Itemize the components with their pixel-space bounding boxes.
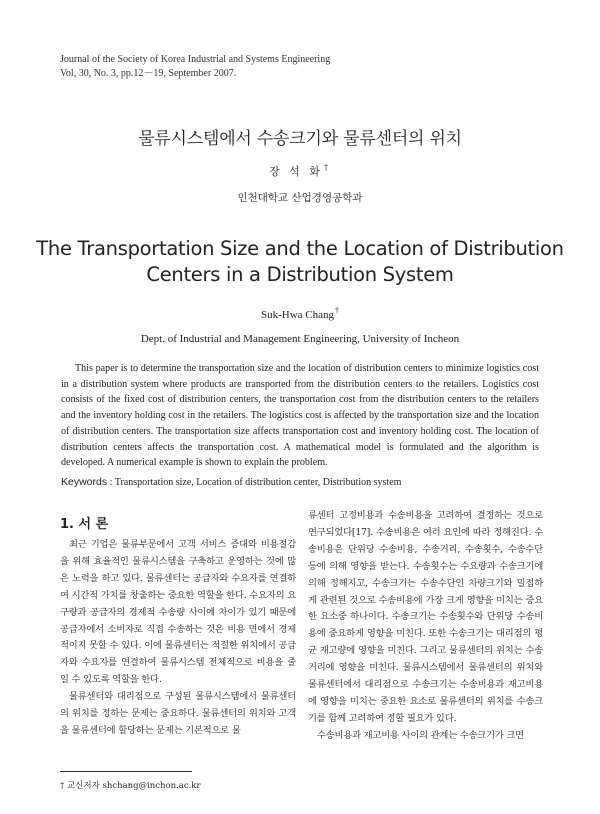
- english-title-line1: The Transportation Size and the Location of Distribution: [36, 237, 564, 260]
- english-author-mark: †: [335, 306, 340, 315]
- english-title: [0, 236, 600, 288]
- section-heading: [60, 513, 108, 532]
- body-paragraph: 류센터 고정비용과 수송비용을 고려하여 결정하는 것으로 연구되었다[17]. 수송비용은 여러 요인에 따라 정해진다. 수송비용은 단위당 수송비용, 수송거리, 수송횟수, 수송수단 등에 의해 영향을 받는다. 수송횟수는 수요량과 수송크기에 의해 정해지고, 수송크기는 수송수단인 차량크기와 밀접하게 관련된 것으로 수송비용에 가장 크게 영향을 미치는 중요한 요소중 하나이다. 수송크기는 수송횟수와 단위당 수송비용에 중요하게 영향을 미친다. 또한 수송크기는 대리점의 평균 재고량에 영향을 미친다. 그리고 물류센터의 위치는 수송거리에 영향을 미친다. 물류시스템에서 물류센터의 위치와 물류센터에서 대리점으로 수송크기는 수송비용과 재고비용에 영향을 미치는 중요한 요소로 물류센터의 위치를 수송크기를 함께 고려하여 정할 필요가 있다.: [308, 510, 543, 724]
- footnote-divider: [60, 771, 192, 772]
- korean-author-mark: †: [323, 163, 331, 172]
- keywords-label: Keywords: [61, 476, 108, 488]
- abstract: This paper is to determine the transportation size and the location of distribution centers to minimize logistics cost in a distribution system where products are transported from the distribution centers to the retailers. Logistics cost consists of the fixed cost of distribution centers, the transportation cost from the distribution centers to the retailers and the inventory holding cost in the retailers. The logistics cost is affected by the transportation size and the location of distribution centers. The transportation size affects transportation cost and inventory holding cost. The location of distribution centers affects the transportation cost. A mathematical model is formulated and the algorithm is developed. A numerical example is shown to explain the problem.: [61, 363, 539, 469]
- section-title: 서 론: [78, 517, 109, 532]
- keywords-value: Transportation size, Location of distribution center, Distribution system: [114, 477, 402, 488]
- keywords: [61, 476, 539, 488]
- body-column-right: [308, 508, 543, 745]
- english-title-line2: Centers in a Distribution System: [146, 263, 454, 286]
- english-author: [0, 306, 600, 321]
- body-column-left: [60, 537, 296, 740]
- journal-name: Journal of the Society of Korea Industrial and Systems Engineering: [60, 54, 331, 65]
- korean-title: 물류시스템에서 수송크기와 물류센터의 위치: [138, 129, 462, 149]
- korean-author-name: 장 석 화: [269, 165, 323, 178]
- english-affiliation: Dept. of Industrial and Management Engineering, University of Incheon: [140, 333, 460, 345]
- korean-affiliation: 인천대학교 산업경영공학과: [237, 192, 363, 204]
- keywords-separator: :: [107, 477, 115, 488]
- body-paragraph: 물류센터와 대리점으로 구성된 물류시스템에서 물류센터의 위치를 정하는 문제는 중요하다. 물류센터의 위치와 고객을 물류센터에 할당하는 문제는 기본적으로 물: [60, 691, 296, 736]
- footnote-text: 교신저자 shchang@inchon.ac.kr: [66, 781, 201, 791]
- footnote: [60, 779, 201, 791]
- body-paragraph: 수송비용과 재고비용 사이의 관계는 수송크기가 크면: [317, 729, 524, 741]
- korean-author: [0, 163, 600, 179]
- footnote-mark: †: [60, 781, 65, 791]
- journal-volume: Vol, 30, No. 3, pp.12－19, September 2007.: [60, 68, 237, 79]
- english-author-name: Suk-Hwa Chang: [260, 309, 335, 321]
- section-number: 1.: [60, 517, 74, 532]
- body-paragraph: 최근 기업은 물류부문에서 고객 서비스 증대와 비용절감을 위해 효율적인 물류시스템을 구축하고 운영하는 것에 많은 노력을 하고 있다. 물류센터는 공급자와 수요자를 연결하여 시간적 가치를 창출하는 중요한 역할을 한다. 수요자의 요구량과 공급자의 경제적 수송량 사이에 차이가 있기 때문에 공급자에서 소비자로 직접 수송하는 것은 비용 면에서 경제적이지 못할 수 있다. 이에 물류센터는 적절한 위치에서 공급자와 수요자를 연결하여 물류시스템 전체적으로 비용을 줄일 수 있도록 역할을 한다.: [60, 539, 296, 686]
- journal-header: [60, 53, 330, 81]
